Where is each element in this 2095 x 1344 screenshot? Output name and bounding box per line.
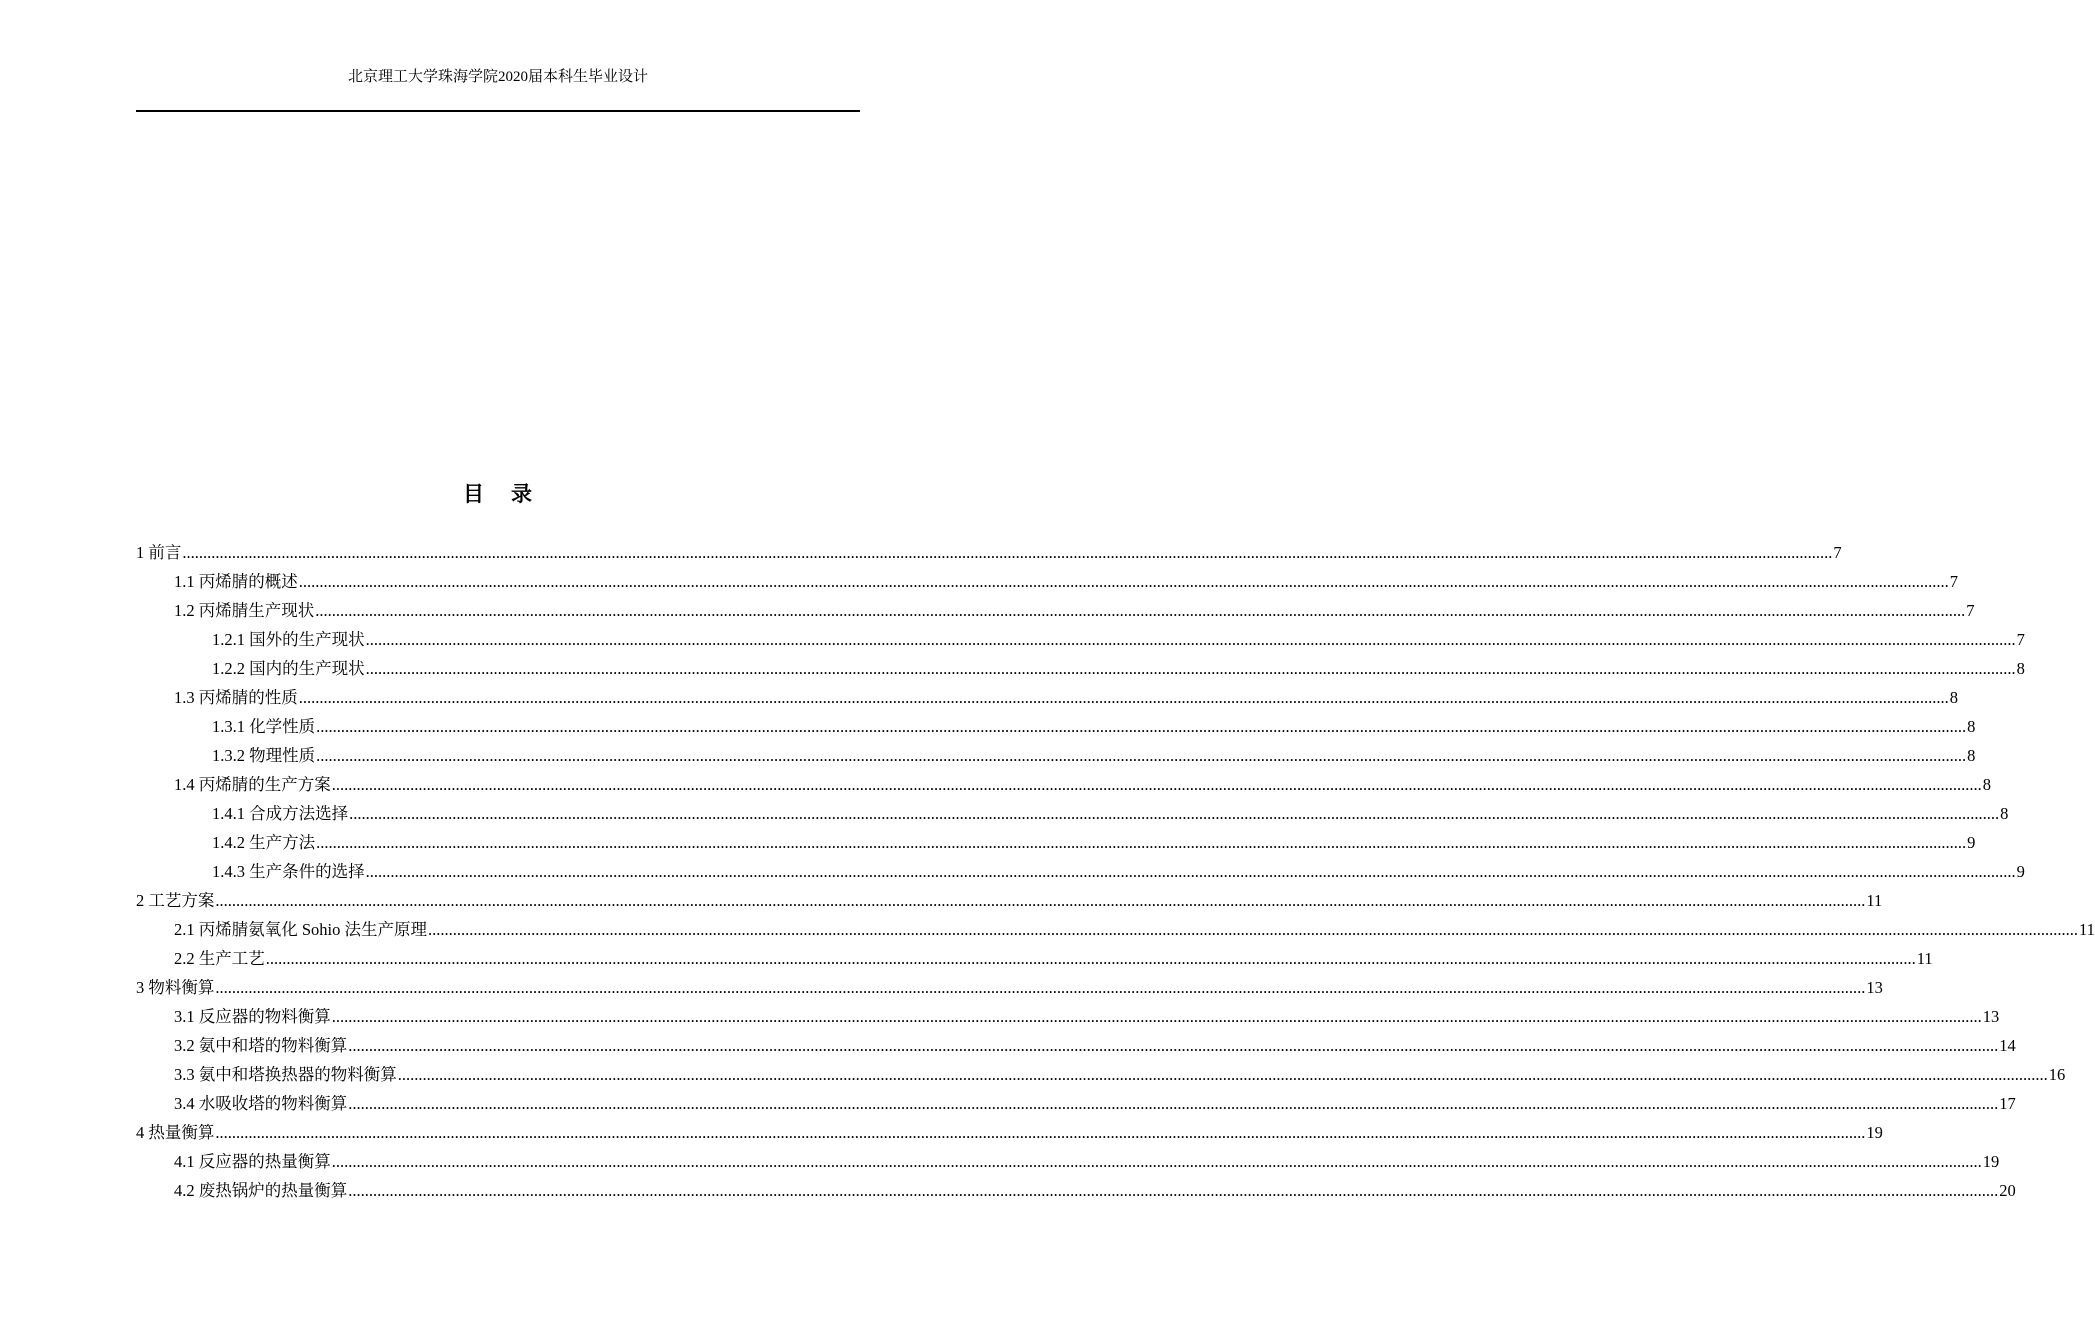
toc-dot-leader: ................................................................................................................................................................................................................................................................................................................................................................................................................	[215, 1123, 1866, 1142]
toc-entry-title: 1.2 丙烯腈生产现状	[174, 601, 315, 620]
toc-entry-page-number: 14	[1999, 1036, 2016, 1055]
toc-entry-title: 1.3.1 化学性质	[212, 717, 316, 736]
toc-entry-page-number: 11	[1866, 891, 1883, 910]
toc-entry-title: 1.4.1 合成方法选择	[212, 804, 349, 823]
toc-title-right: 录	[511, 482, 533, 506]
toc-entry[interactable]	[136, 973, 1883, 1002]
toc-entry-title: 4.2 废热锅炉的热量衡算	[174, 1181, 348, 1200]
toc-dot-leader: ................................................................................................................................................................................................................................................................................................................................................................................................................	[348, 1181, 1999, 1200]
toc-entry-title: 3.2 氨中和塔的物料衡算	[174, 1036, 348, 1055]
toc-dot-leader: ................................................................................................................................................................................................................................................................................................................................................................................................................	[365, 630, 2016, 649]
toc-entry-page-number: 13	[1982, 1007, 2000, 1026]
toc-dot-leader: ................................................................................................................................................................................................................................................................................................................................................................................................................	[397, 1065, 2048, 1084]
page-header: 北京理工大学珠海学院2020届本科生毕业设计	[347, 69, 648, 85]
toc-entry[interactable]	[136, 1118, 1883, 1147]
toc-entry-page-number: 13	[1866, 978, 1883, 997]
toc-dot-leader: ................................................................................................................................................................................................................................................................................................................................................................................................................	[298, 688, 1949, 707]
toc-entry-title: 1.1 丙烯腈的概述	[174, 572, 298, 591]
toc-title-left: 目	[463, 482, 485, 506]
toc-entry[interactable]	[136, 1031, 2016, 1060]
toc-entry[interactable]	[136, 1002, 2000, 1031]
toc-entry[interactable]	[136, 596, 1975, 625]
toc-entry-title: 1.2.2 国内的生产现状	[212, 659, 365, 678]
toc-entry-page-number: 8	[1967, 717, 1976, 736]
toc-entry[interactable]	[136, 538, 1842, 567]
toc-entry[interactable]	[136, 712, 1976, 741]
toc-dot-leader: ................................................................................................................................................................................................................................................................................................................................................................................................................	[215, 978, 1866, 997]
toc-entry[interactable]	[136, 1176, 2016, 1205]
toc-entry-page-number: 17	[1999, 1094, 2016, 1113]
toc-entry-page-number: 7	[1966, 601, 1975, 620]
toc-entry-title: 3.4 水吸收塔的物料衡算	[174, 1094, 348, 1113]
toc-entry-page-number: 8	[1949, 688, 1958, 707]
toc-entry[interactable]	[136, 1060, 2066, 1089]
toc-dot-leader: ................................................................................................................................................................................................................................................................................................................................................................................................................	[331, 1007, 1982, 1026]
toc-dot-leader: ................................................................................................................................................................................................................................................................................................................................................................................................................	[298, 572, 1949, 591]
toc-dot-leader: ................................................................................................................................................................................................................................................................................................................................................................................................................	[331, 775, 1982, 794]
toc-entry-title: 3.1 反应器的物料衡算	[174, 1007, 331, 1026]
toc-entry[interactable]	[136, 886, 1883, 915]
toc-entry-page-number: 11	[1916, 949, 1933, 968]
toc-entry-title: 1.4 丙烯腈的生产方案	[174, 775, 331, 794]
toc-entry-page-number: 8	[1982, 775, 1991, 794]
toc-entry[interactable]	[136, 828, 1976, 857]
toc-entry-page-number: 11	[2079, 920, 2095, 939]
toc-entry[interactable]	[136, 1147, 2000, 1176]
toc-entry-page-number: 8	[1967, 746, 1976, 765]
toc-entry-page-number: 7	[2016, 630, 2025, 649]
toc-entry-title: 2.1 丙烯腈氨氧化 Sohio 法生产原理	[174, 920, 428, 939]
toc-entry-page-number: 8	[2016, 659, 2025, 678]
toc-dot-leader: ................................................................................................................................................................................................................................................................................................................................................................................................................	[316, 746, 1967, 765]
toc-entry-title: 1 前言	[136, 543, 182, 562]
toc-dot-leader: ................................................................................................................................................................................................................................................................................................................................................................................................................	[182, 543, 1833, 562]
toc-entry[interactable]	[136, 1089, 2016, 1118]
toc-entry-page-number: 8	[2000, 804, 2009, 823]
toc-dot-leader: ................................................................................................................................................................................................................................................................................................................................................................................................................	[316, 833, 1967, 852]
toc-dot-leader: ................................................................................................................................................................................................................................................................................................................................................................................................................	[365, 862, 2016, 881]
toc-entry-page-number: 20	[1999, 1181, 2016, 1200]
toc-entry-title: 1.4.2 生产方法	[212, 833, 316, 852]
toc-entry-title: 2.2 生产工艺	[174, 949, 265, 968]
toc-entry[interactable]	[136, 654, 2025, 683]
toc-entry-page-number: 19	[1866, 1123, 1883, 1142]
toc-entry-page-number: 9	[2016, 862, 2025, 881]
toc-entry-page-number: 7	[1949, 572, 1958, 591]
toc-entry-page-number: 16	[2048, 1065, 2066, 1084]
toc-entry-title: 4 热量衡算	[136, 1123, 215, 1142]
toc-entry-page-number: 7	[1833, 543, 1842, 562]
toc-dot-leader: ................................................................................................................................................................................................................................................................................................................................................................................................................	[316, 717, 1967, 736]
toc-entry[interactable]	[136, 770, 1991, 799]
toc-entry[interactable]	[136, 915, 2095, 944]
toc-entry[interactable]	[136, 741, 1976, 770]
toc-entry-title: 1.3 丙烯腈的性质	[174, 688, 298, 707]
toc-entry[interactable]	[136, 799, 2009, 828]
toc-entry-page-number: 9	[1967, 833, 1976, 852]
toc-entry-title: 1.2.1 国外的生产现状	[212, 630, 365, 649]
toc-entry-page-number: 19	[1982, 1152, 2000, 1171]
toc-entry-title: 2 工艺方案	[136, 891, 215, 910]
header-divider	[136, 110, 860, 112]
table-of-contents	[136, 538, 2095, 1205]
toc-dot-leader: ................................................................................................................................................................................................................................................................................................................................................................................................................	[349, 804, 2000, 823]
toc-title	[136, 478, 860, 510]
toc-entry[interactable]	[136, 567, 1958, 596]
toc-dot-leader: ................................................................................................................................................................................................................................................................................................................................................................................................................	[348, 1094, 1999, 1113]
toc-entry[interactable]	[136, 857, 2025, 886]
toc-dot-leader: ................................................................................................................................................................................................................................................................................................................................................................................................................	[331, 1152, 1982, 1171]
toc-dot-leader: ................................................................................................................................................................................................................................................................................................................................................................................................................	[315, 601, 1966, 620]
toc-entry[interactable]	[136, 683, 1958, 712]
toc-dot-leader: ................................................................................................................................................................................................................................................................................................................................................................................................................	[428, 920, 2079, 939]
toc-dot-leader: ................................................................................................................................................................................................................................................................................................................................................................................................................	[365, 659, 2016, 678]
toc-dot-leader: ................................................................................................................................................................................................................................................................................................................................................................................................................	[348, 1036, 1999, 1055]
toc-dot-leader: ................................................................................................................................................................................................................................................................................................................................................................................................................	[265, 949, 1916, 968]
toc-entry-title: 4.1 反应器的热量衡算	[174, 1152, 331, 1171]
toc-entry-title: 3 物料衡算	[136, 978, 215, 997]
toc-dot-leader: ................................................................................................................................................................................................................................................................................................................................................................................................................	[215, 891, 1866, 910]
toc-entry[interactable]	[136, 625, 2025, 654]
toc-entry-title: 1.4.3 生产条件的选择	[212, 862, 365, 881]
toc-entry[interactable]	[136, 944, 1933, 973]
toc-entry-title: 1.3.2 物理性质	[212, 746, 316, 765]
toc-entry-title: 3.3 氨中和塔换热器的物料衡算	[174, 1065, 397, 1084]
